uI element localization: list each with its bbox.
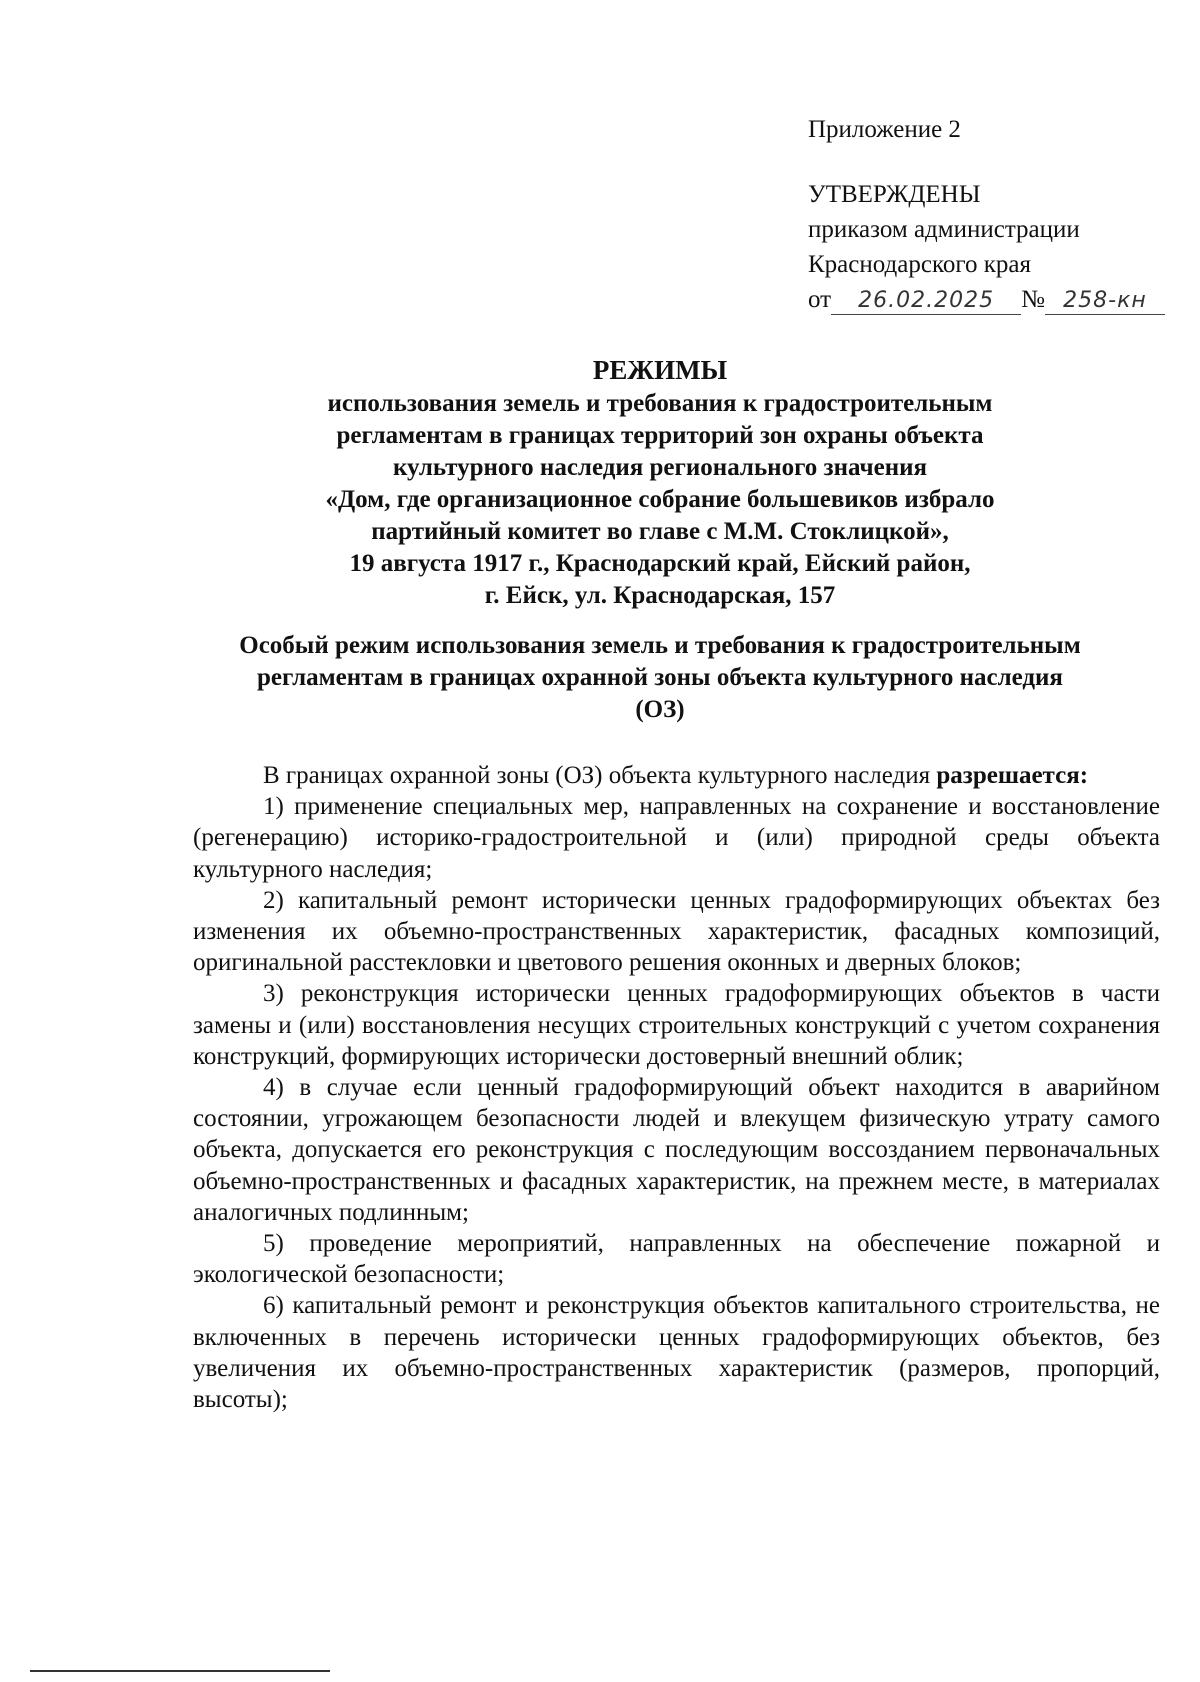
appendix-label: Приложение 2 (808, 116, 961, 143)
title-line: использования земель и требования к градостроительным (327, 390, 993, 417)
list-item: 2) капитальный ремонт исторически ценных градоформирующих объектах без изменения их объемно-пространственных характеристик, фасадных композиций, оригинальной расстекловки и цветового решения оконных и дверных блоков; (193, 886, 1160, 977)
list-item: 5) проведение мероприятий, направленных на обеспечение пожарной и экологической безопасности; (193, 1230, 1160, 1289)
list-item: 3) реконструкция исторически ценных градоформирующих объектов в части замены и (или) восстановления несущих строительных конструкций с учетом сохранения конструкций, формирующих исторически достоверный внешний облик; (193, 980, 1160, 1070)
title-main: РЕЖИМЫ (592, 355, 728, 385)
handwritten-number: 258-кн (1045, 288, 1165, 315)
list-item: 1) применение специальных мер, направленных на сохранение и восстановление (регенерацию) историко-градостроительной и (или) природной среды объекта культурного наследия; (193, 793, 1160, 883)
order-line-1: приказом администрации (808, 216, 1080, 243)
handwritten-date: 26.02.2025 (831, 288, 1021, 315)
title-line: г. Ейск, ул. Краснодарская, 157 (484, 582, 836, 609)
document-title (180, 354, 1140, 612)
approved-heading: УТВЕРЖДЕНЫ (808, 181, 981, 208)
title-line: «Дом, где организационное собрание большевиков избрало (325, 486, 995, 513)
title-line: культурного наследия регионального значения (392, 454, 928, 481)
body-text (193, 760, 1160, 1415)
intro-text: В границах охранной зоны (ОЗ) объекта культурного наследия (263, 762, 931, 789)
list-item: 4) в случае если ценный градоформирующий объект находится в аварийном состоянии, угрожающем безопасности людей и влекущем физическую утрату самого объекта, допускается его реконструкция с последующим воссозданием первоначальных объемно-пространственных и фасадных характеристик, на прежнем месте, в материалах аналогичных подлинным; (193, 1074, 1160, 1226)
title-line: 19 августа 1917 г., Краснодарский край, Ейский район, (349, 550, 971, 577)
section-heading-line: регламентам в границах охранной зоны объекта культурного наследия (257, 664, 1063, 691)
list-item: 6) капитальный ремонт и реконструкция объектов капитального строительства, не включенных в перечень исторически ценных градоформирующих объектов, без увеличения их объемно-пространственных характеристик (размеров, пропорций, высоты); (193, 1292, 1160, 1414)
date-prefix: от (808, 286, 832, 313)
section-heading (180, 630, 1140, 726)
order-date-number-line (808, 282, 1178, 317)
number-prefix: № (1021, 286, 1045, 313)
title-line: регламентам в границах территорий зон охраны объекта (336, 422, 984, 449)
order-line-2: Краснодарского края (808, 251, 1031, 278)
intro-paragraph (193, 760, 1160, 791)
footer-divider (30, 1670, 330, 1672)
approval-stamp (808, 112, 1178, 317)
intro-bold: разрешается: (936, 762, 1089, 789)
section-heading-line: Особый режим использования земель и требования к градостроительным (239, 632, 1081, 659)
title-line: партийный комитет во главе с М.М. Стоклицкой», (371, 518, 949, 545)
section-heading-line: (ОЗ) (635, 696, 685, 723)
